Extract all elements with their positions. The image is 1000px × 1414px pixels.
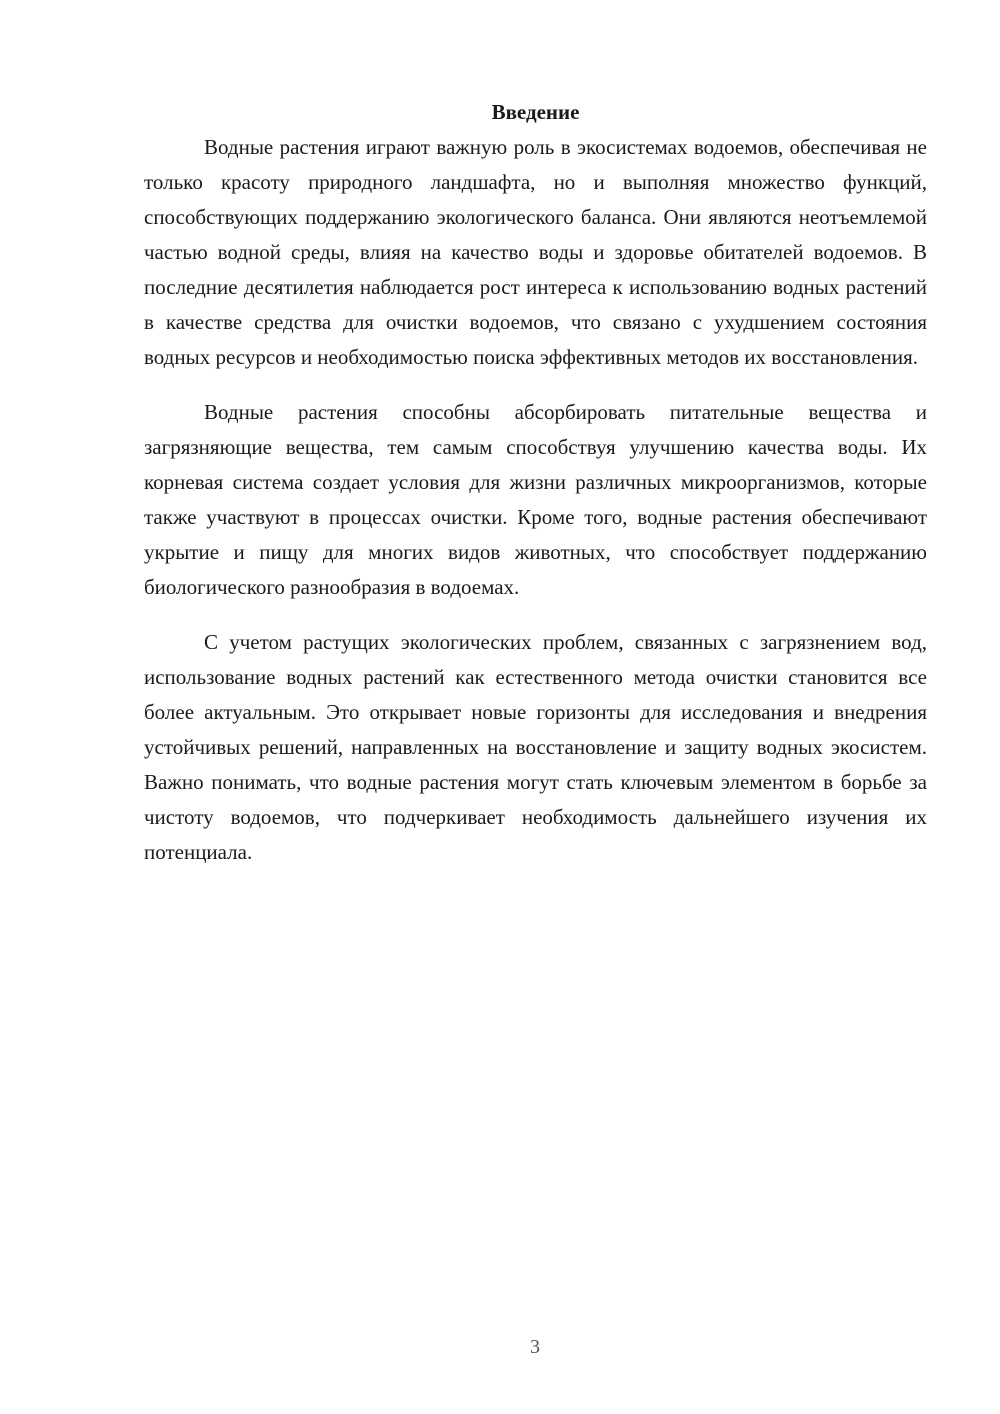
paragraph-1: Водные растения играют важную роль в экосистемах водоемов, обеспечивая не только красоту природного ландшафта, но и выполняя множество функций, способствующих поддержанию экологического баланса. Они являются неотъемлемой частью водной среды, влияя на качество воды и здоровье обитателей водоемов. В последние десятилетия наблюдается рост интереса к использованию водных растений в качестве средства для очистки водоемов, что связано с ухудшением состояния водных ресурсов и необходимостью поиска эффективных методов их восстановления. [144,135,927,369]
paragraph-3: С учетом растущих экологических проблем, связанных с загрязнением вод, использование водных растений как естественного метода очистки становится все более актуальным. Это открывает новые горизонты для исследования и внедрения устойчивых решений, направленных на восстановление и защиту водных экосистем. Важно понимать, что водные растения могут стать ключевым элементом в борьбе за чистоту водоемов, что подчеркивает необходимость дальнейшего изучения их потенциала. [144,630,927,864]
section-heading: Введение [491,100,580,124]
page-number: 3 [530,1336,540,1358]
paragraph-2: Водные растения способны абсорбировать питательные вещества и загрязняющие вещества, тем самым способствуя улучшению качества воды. Их корневая система создает условия для жизни различных микроорганизмов, которые также участвуют в процессах очистки. Кроме того, водные растения обеспечивают укрытие и пищу для многих видов животных, что способствует поддержанию биологического разнообразия в водоемах. [144,400,927,599]
page-content [144,96,927,890]
